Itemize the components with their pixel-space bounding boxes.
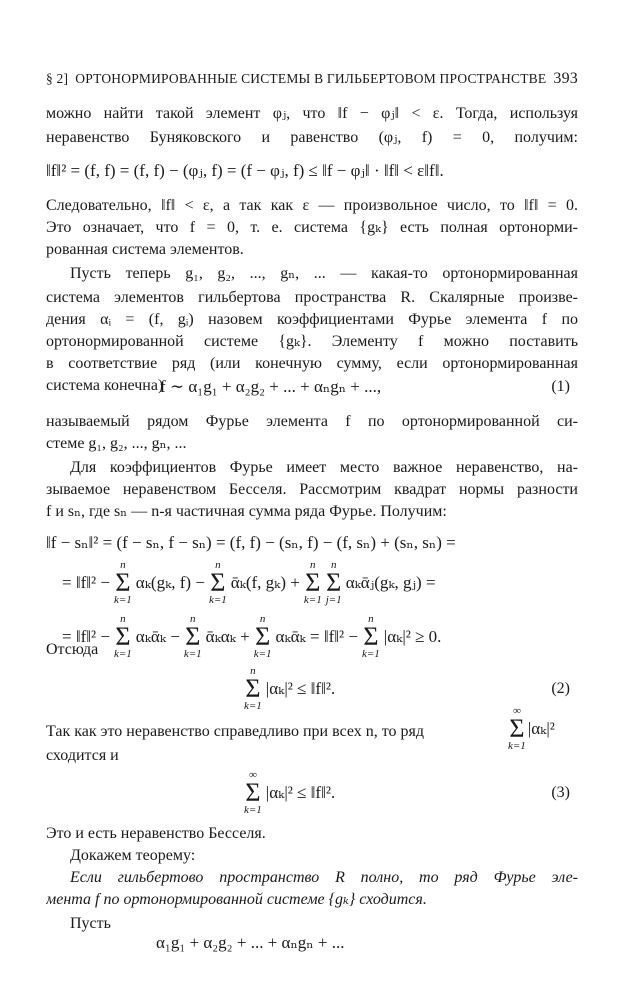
- sum-symbol: n Σ k=1: [208, 559, 227, 606]
- text-line: сходится и: [46, 747, 119, 764]
- text-line: Это означает, что f = 0, т. е. система {gₖ} есть полная ортонорми-: [46, 219, 578, 236]
- text-line: Следовательно, ‖f‖ < ε, а так как ε — произвольное число, то ‖f‖ = 0.: [46, 197, 578, 214]
- eq-part: ᾱₖαₖ +: [205, 627, 250, 646]
- equation: ‖f‖² = (f, f) = (f, f) − (φⱼ, f) = (f − φⱼ, f) ≤ ‖f − φⱼ‖ · ‖f‖ < ε‖f‖.: [46, 161, 444, 180]
- text-line: в соответствие ряд (или конечную сумму, если ортонормированная: [46, 355, 578, 372]
- running-header: [46, 70, 578, 88]
- bessel-inequality: [244, 770, 335, 816]
- eq-part: = ‖f‖² −: [62, 627, 110, 646]
- page-number: 393: [553, 70, 578, 87]
- text-line: рованная система элементов.: [46, 241, 244, 258]
- equation: ‖f − sₙ‖² = (f − sₙ, f − sₙ) = (f, f) − (sₙ, f) − (f, sₙ) + (sₙ, sₙ) =: [46, 533, 456, 552]
- header-title: ОРТОНОРМИРОВАННЫЕ СИСТЕМЫ В ГИЛЬБЕРТОВОМ ПРОСТРАНСТВЕ: [75, 71, 547, 86]
- eq-part: ᾱₖ(f, gₖ) +: [230, 573, 300, 592]
- eq-part: αₖᾱₖ −: [135, 627, 180, 646]
- eq-part: |αₖ|² ≤ ‖f‖².: [265, 679, 336, 698]
- text-line: Для коэффициентов Фурье имеет место важное неравенство, на-: [70, 459, 578, 476]
- eq-part: αₖᾱⱼ(gₖ, gⱼ) =: [345, 573, 436, 592]
- text-line: называемый рядом Фурье элемента f по ортонормированной си-: [46, 413, 578, 430]
- text-line: система элементов гильбертова пространства R. Скалярные произве-: [46, 289, 578, 306]
- sum-symbol: n Σ k=1: [253, 613, 272, 660]
- fourier-series-equation: f ∼ α₁g₁ + α₂g₂ + ... + αₙgₙ + ...,: [160, 377, 382, 396]
- text-line: f и sₙ, где sₙ — n-я частичная сумма ряда Фурье. Получим:: [46, 503, 447, 520]
- text-line: Докажем теорему:: [70, 847, 196, 864]
- text-line: Это и есть неравенство Бесселя.: [46, 825, 266, 842]
- text-line: Пусть теперь g₁, g₂, ..., gₙ, ... — какая-то ортонормированная: [70, 265, 578, 282]
- text-line: можно найти такой элемент φⱼ, что ‖f − φⱼ‖ < ε. Тогда, используя: [46, 105, 578, 122]
- text-line: система конечна): [46, 377, 164, 394]
- sum-symbol: n Σ k=1: [113, 559, 132, 606]
- section-mark: § 2]: [46, 71, 69, 86]
- sum-symbol: n Σ k=1: [244, 665, 262, 712]
- sum-symbol: n Σ k=1: [362, 613, 380, 660]
- text-line: зываемое неравенством Бесселя. Рассмотрим квадрат нормы разности: [46, 481, 578, 498]
- theorem-line: мента f по ортонормированной системе {gₖ} сходится.: [46, 891, 427, 908]
- theorem-line: Если гильбертово пространство R полно, то ряд Фурье эле-: [70, 869, 578, 886]
- sum-symbol: n Σ k=1: [183, 613, 202, 660]
- text-line: неравенство Буняковского и равенство (φⱼ, f) = 0, получим:: [46, 129, 578, 146]
- text-line: ортонормированной системе {gₖ}. Элементу f можно поставить: [46, 333, 578, 350]
- eq-part: |αₖ|²: [527, 719, 555, 738]
- text-line: Пусть: [70, 915, 111, 932]
- text-line: стеме g₁, g₂, ..., gₙ, ...: [46, 435, 187, 452]
- eq-part: = ‖f‖² −: [62, 573, 110, 592]
- equation-number: (3): [551, 784, 570, 801]
- sum-symbol: ∞ Σ k=1: [244, 769, 262, 816]
- text-line: Отсюда: [46, 641, 99, 658]
- sum-symbol: ∞ Σ k=1: [508, 705, 526, 752]
- sum-symbol: n Σ k=1: [303, 559, 322, 606]
- equation-number: (2): [551, 680, 570, 697]
- sum-symbol: n Σ k=1: [113, 613, 132, 660]
- equation: [62, 560, 436, 606]
- equation-number: (1): [551, 378, 570, 395]
- eq-part: αₖ(gₖ, f) −: [135, 573, 205, 592]
- sum-symbol: n Σ j=1: [325, 559, 342, 606]
- text-line: Так как это неравенство справедливо при всех n, то ряд: [46, 723, 425, 740]
- bessel-inequality-finite: [244, 666, 335, 712]
- series-equation: α₁g₁ + α₂g₂ + ... + αₙgₙ + ...: [156, 933, 345, 952]
- text-line: дения αᵢ = (f, gᵢ) назовем коэффициентами Фурье элемента f по: [46, 311, 578, 328]
- eq-part: αₖᾱₖ = ‖f‖² −: [275, 627, 358, 646]
- eq-part: |αₖ|² ≤ ‖f‖².: [265, 783, 336, 802]
- eq-part: |αₖ|² ≥ 0.: [383, 627, 442, 646]
